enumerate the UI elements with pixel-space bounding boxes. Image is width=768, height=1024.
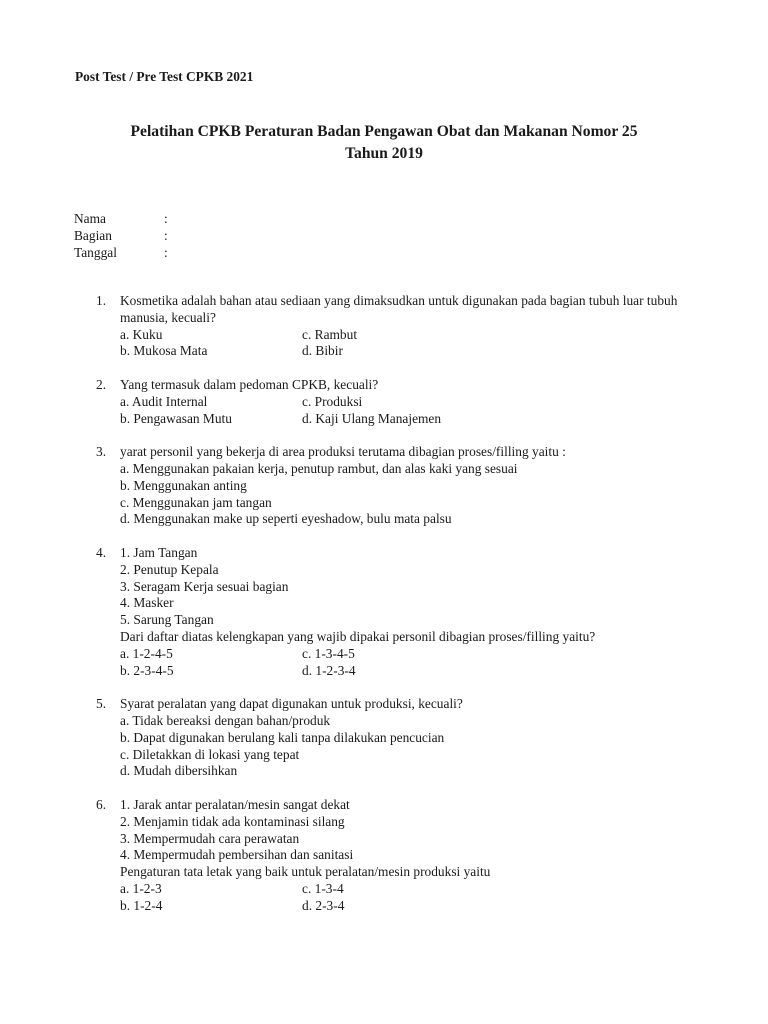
option-a: a. 1-2-4-5 (120, 645, 173, 661)
document-header: Post Test / Pre Test CPKB 2021 (75, 69, 254, 84)
question-body (120, 377, 696, 427)
field-label: Bagian (74, 228, 112, 243)
question-body (120, 293, 696, 360)
field-label: Tanggal (74, 245, 117, 260)
option-b: b. 1-2-4 (120, 897, 163, 913)
field-label: Nama (74, 211, 106, 226)
field-separator: : (164, 245, 168, 260)
question-body (120, 797, 696, 915)
title-line-2: Tahun 2019 (345, 145, 423, 162)
question-5 (96, 696, 696, 780)
question-body (120, 545, 696, 679)
question-4 (96, 545, 696, 679)
list-item: 2. Menjamin tidak ada kontaminasi silang (120, 813, 345, 829)
question-2 (96, 377, 696, 427)
option-a: a. Tidak bereaksi dengan bahan/produk (120, 712, 331, 728)
question-3 (96, 444, 696, 528)
question-number: 2. (96, 376, 107, 392)
identity-fields (74, 210, 168, 261)
option-a: a. 1-2-3 (120, 880, 162, 896)
question-text: Kosmetika adalah bahan atau sediaan yang dimaksudkan untuk digunakan pada bagian tubuh luar tubuh manusia, kecuali? (120, 293, 678, 325)
option-b: b. Menggunakan anting (120, 477, 247, 493)
option-grid (120, 394, 696, 428)
option-c: c. 1-3-4-5 (302, 645, 355, 661)
option-c: c. 1-3-4 (302, 880, 344, 896)
question-number: 5. (96, 696, 107, 712)
list-item: 3. Seragam Kerja sesuai bagian (120, 578, 289, 594)
question-number: 3. (96, 444, 107, 460)
option-c: c. Produksi (302, 393, 363, 409)
list-item: 5. Sarung Tangan (120, 612, 214, 628)
question-body (120, 696, 696, 780)
question-body (120, 444, 696, 528)
option-c: c. Diletakkan di lokasi yang tepat (120, 746, 300, 762)
field-separator: : (164, 228, 168, 243)
field-tanggal (74, 244, 168, 261)
list-item: 4. Masker (120, 595, 174, 611)
question-text: Yang termasuk dalam pedoman CPKB, kecuali? (120, 376, 379, 392)
list-item: 3. Mempermudah cara perawatan (120, 830, 300, 846)
option-d: d. Mudah dibersihkan (120, 763, 238, 779)
option-d: d. Menggunakan make up seperti eyeshadow, bulu mata palsu (120, 511, 452, 527)
option-b: b. Dapat digunakan berulang kali tanpa dilakukan pencucian (120, 729, 445, 745)
question-text: Dari daftar diatas kelengkapan yang wajib dipakai personil dibagian proses/filling yaitu? (120, 628, 596, 644)
option-a: a. Audit Internal (120, 393, 208, 409)
question-1 (96, 293, 696, 360)
field-nama (74, 210, 168, 227)
question-text: Pengaturan tata letak yang baik untuk peralatan/mesin produksi yaitu (120, 864, 491, 880)
option-c: c. Rambut (302, 326, 358, 342)
option-a: a. Menggunakan pakaian kerja, penutup rambut, dan alas kaki yang sesuai (120, 460, 518, 476)
question-number: 4. (96, 544, 107, 560)
option-grid (120, 646, 696, 680)
option-d: d. Bibir (302, 343, 343, 359)
option-d: d. Kaji Ulang Manajemen (302, 410, 442, 426)
field-bagian (74, 227, 168, 244)
option-a: a. Kuku (120, 326, 163, 342)
title-line-1: Pelatihan CPKB Peraturan Badan Pengawan Obat dan Makanan Nomor 25 (130, 123, 638, 140)
option-b: b. 2-3-4-5 (120, 662, 174, 678)
option-grid (120, 881, 696, 915)
question-6 (96, 797, 696, 915)
list-item: 4. Mempermudah pembersihan dan sanitasi (120, 847, 354, 863)
option-d: d. 2-3-4 (302, 897, 345, 913)
option-c: c. Menggunakan jam tangan (120, 494, 272, 510)
option-b: b. Pengawasan Mutu (120, 410, 232, 426)
list-item: 2. Penutup Kepala (120, 561, 219, 577)
document-title (60, 121, 708, 165)
option-grid (120, 327, 696, 361)
option-d: d. 1-2-3-4 (302, 662, 356, 678)
question-text: yarat personil yang bekerja di area produksi terutama dibagian proses/filling yaitu : (120, 444, 566, 460)
question-number: 1. (96, 293, 107, 308)
question-number: 6. (96, 796, 107, 812)
question-text: Syarat peralatan yang dapat digunakan untuk produksi, kecuali? (120, 696, 463, 712)
list-item: 1. Jarak antar peralatan/mesin sangat dekat (120, 796, 350, 812)
list-item: 1. Jam Tangan (120, 544, 198, 560)
question-list (96, 293, 696, 931)
option-b: b. Mukosa Mata (120, 343, 208, 359)
field-separator: : (164, 211, 168, 226)
